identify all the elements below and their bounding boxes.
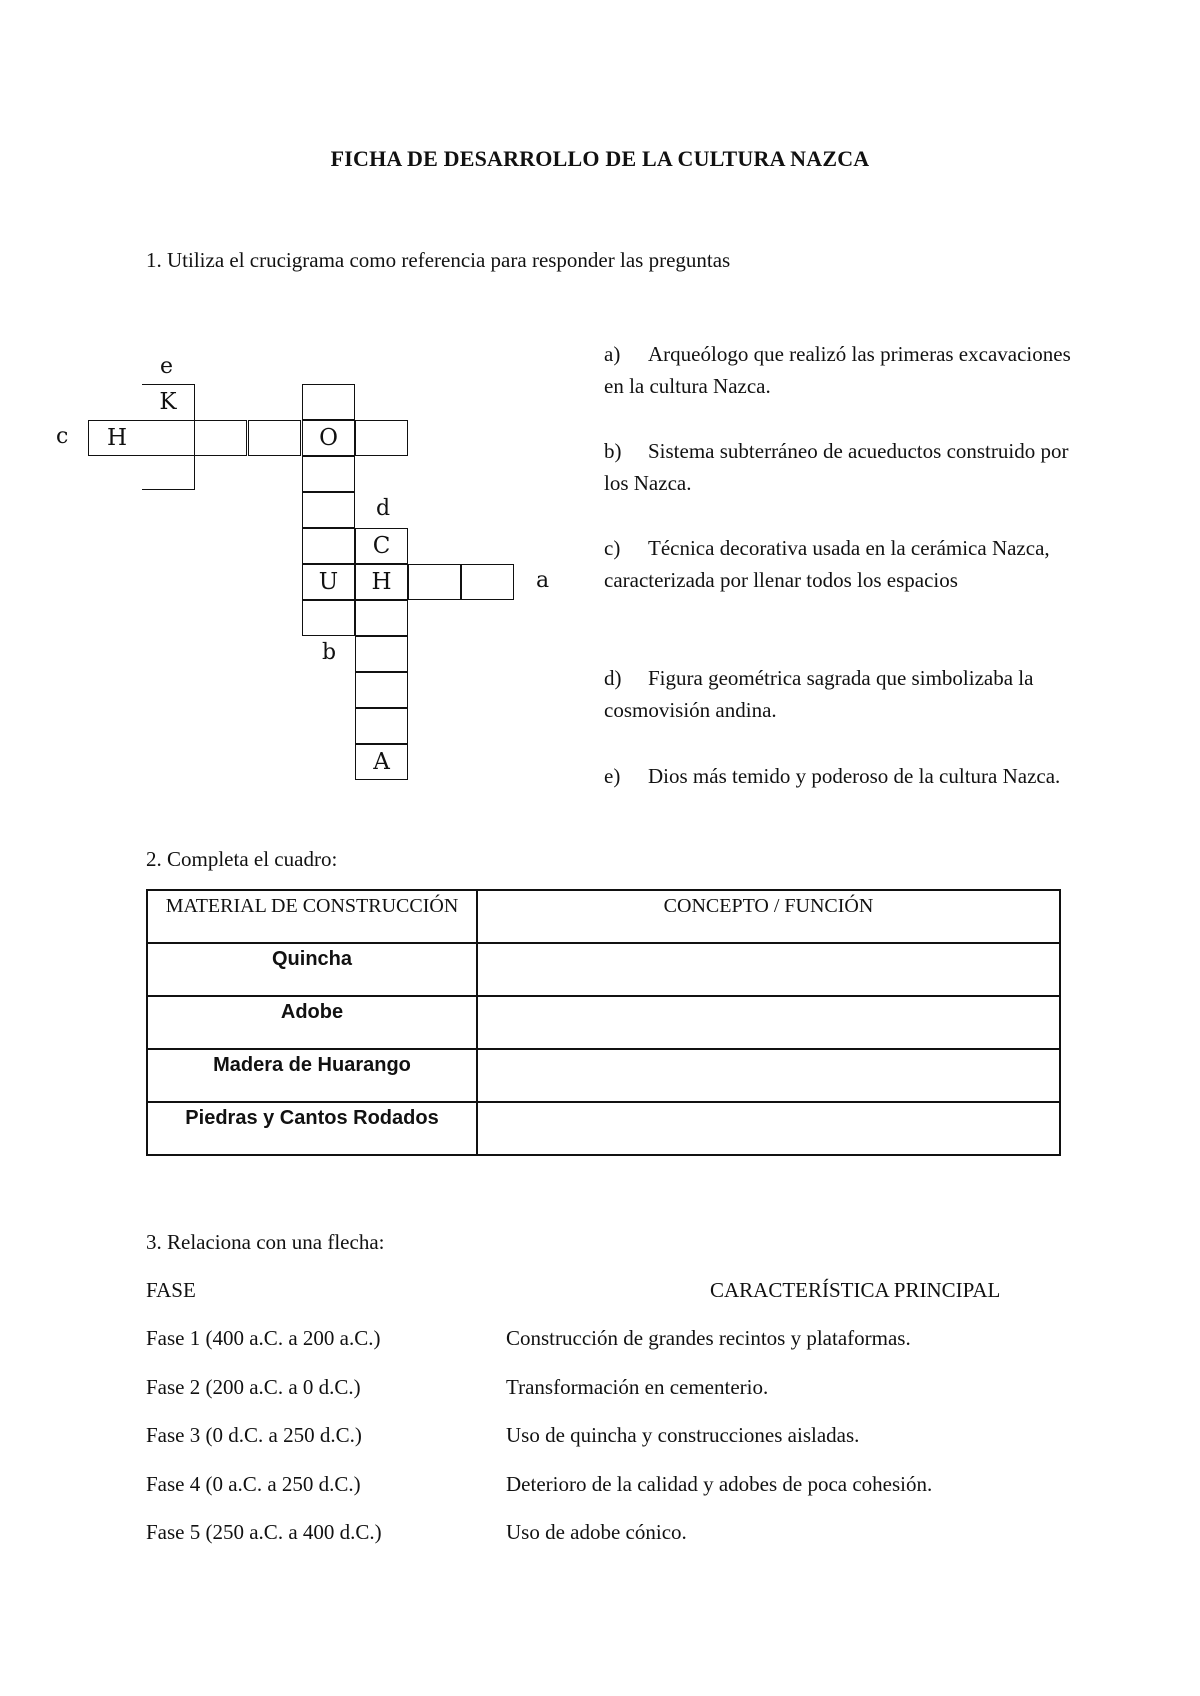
phase-name[interactable]: Fase 1 (400 a.C. a 200 a.C.)	[146, 1326, 381, 1350]
phase-characteristic[interactable]: Construcción de grandes recintos y plataformas.	[506, 1326, 911, 1350]
crossword-cell[interactable]	[355, 600, 408, 636]
material-name: Madera de Huarango	[147, 1049, 477, 1102]
fase-header: FASE	[146, 1278, 196, 1302]
concept-cell[interactable]	[477, 1102, 1060, 1155]
concept-cell[interactable]	[477, 943, 1060, 996]
question-text: Arqueólogo que realizó las primeras excavaciones en la cultura Nazca.	[604, 342, 1071, 398]
crossword-cell[interactable]	[248, 420, 301, 456]
crossword-cell-c[interactable]: C	[355, 528, 408, 564]
clue-label-b: b	[322, 640, 337, 665]
question-text: Figura geométrica sagrada que simbolizaba la cosmovisión andina.	[604, 666, 1034, 722]
phase-characteristic[interactable]: Transformación en cementerio.	[506, 1375, 769, 1399]
crossword-cell[interactable]	[408, 564, 461, 600]
question-text: Técnica decorativa usada en la cerámica Nazca, caracterizada por llenar todos los espacios	[604, 536, 1050, 592]
crossword-cell-h1[interactable]: H	[88, 420, 195, 456]
material-name: Quincha	[147, 943, 477, 996]
phase-name[interactable]: Fase 4 (0 a.C. a 250 d.C.)	[146, 1472, 361, 1496]
phase-row	[146, 1322, 911, 1354]
crossword-cell[interactable]	[302, 456, 355, 492]
table-header-material: MATERIAL DE CONSTRUCCIÓN	[147, 890, 477, 943]
section1-heading: 1. Utiliza el crucigrama como referencia para responder las preguntas	[146, 248, 731, 272]
material-name: Adobe	[147, 996, 477, 1049]
phase-name[interactable]: Fase 2 (200 a.C. a 0 d.C.)	[146, 1375, 361, 1399]
section3-heading: 3. Relaciona con una flecha:	[146, 1230, 385, 1254]
table-header-row	[147, 890, 1060, 943]
crossword-cell[interactable]	[355, 672, 408, 708]
crossword-cell[interactable]	[142, 454, 195, 490]
question-label: b)	[604, 439, 622, 463]
phase-name[interactable]: Fase 5 (250 a.C. a 400 d.C.)	[146, 1520, 382, 1544]
clue-label-c: c	[56, 424, 69, 449]
phase-characteristic[interactable]: Deterioro de la calidad y adobes de poca cohesión.	[506, 1472, 933, 1496]
material-name: Piedras y Cantos Rodados	[147, 1102, 477, 1155]
page-title: FICHA DE DESARROLLO DE LA CULTURA NAZCA	[330, 146, 870, 171]
materials-table	[146, 889, 1061, 1156]
crossword-cell[interactable]	[355, 636, 408, 672]
crossword-cell-a[interactable]: A	[355, 744, 408, 780]
crossword-cell-u[interactable]: U	[302, 564, 355, 600]
crossword-cell[interactable]	[461, 564, 514, 600]
clue-label-a: a	[536, 568, 550, 593]
question-e	[604, 760, 1074, 792]
phase-characteristic[interactable]: Uso de quincha y construcciones aisladas.	[506, 1423, 860, 1447]
phase-name[interactable]: Fase 3 (0 d.C. a 250 d.C.)	[146, 1423, 362, 1447]
crossword-cell[interactable]	[194, 420, 247, 456]
table-row	[147, 1049, 1060, 1102]
phase-row	[146, 1419, 860, 1451]
concept-cell[interactable]	[477, 1049, 1060, 1102]
question-label: d)	[604, 666, 622, 690]
phase-row	[146, 1371, 769, 1403]
question-label: e)	[604, 764, 621, 788]
crossword-cell-o[interactable]: O	[302, 420, 355, 456]
clue-label-d: d	[376, 496, 391, 521]
crossword-cell[interactable]	[302, 384, 355, 420]
table-header-concept: CONCEPTO / FUNCIÓN	[477, 890, 1060, 943]
question-d	[604, 662, 1074, 726]
crossword-cell-k[interactable]: K	[142, 384, 195, 420]
question-c	[604, 532, 1074, 596]
crossword-cell[interactable]	[302, 492, 355, 528]
table-row	[147, 943, 1060, 996]
crossword-cell[interactable]	[355, 708, 408, 744]
table-row	[147, 1102, 1060, 1155]
caracteristica-header: CARACTERÍSTICA PRINCIPAL	[710, 1278, 1001, 1302]
question-text: Sistema subterráneo de acueductos construido por los Nazca.	[604, 439, 1069, 495]
crossword-cell[interactable]	[302, 600, 355, 636]
question-a	[604, 338, 1074, 402]
crossword-cell-h2[interactable]: H	[355, 564, 408, 600]
question-b	[604, 435, 1074, 499]
phase-row	[146, 1468, 933, 1500]
crossword-cell[interactable]	[355, 420, 408, 456]
phase-characteristic[interactable]: Uso de adobe cónico.	[506, 1520, 687, 1544]
question-text: Dios más temido y poderoso de la cultura Nazca.	[648, 764, 1061, 788]
crossword-cell[interactable]	[302, 528, 355, 564]
table-row	[147, 996, 1060, 1049]
section2-heading: 2. Completa el cuadro:	[146, 847, 338, 871]
clue-label-e: e	[160, 354, 174, 379]
question-label: a)	[604, 342, 621, 366]
phase-row	[146, 1516, 687, 1548]
concept-cell[interactable]	[477, 996, 1060, 1049]
question-label: c)	[604, 536, 621, 560]
